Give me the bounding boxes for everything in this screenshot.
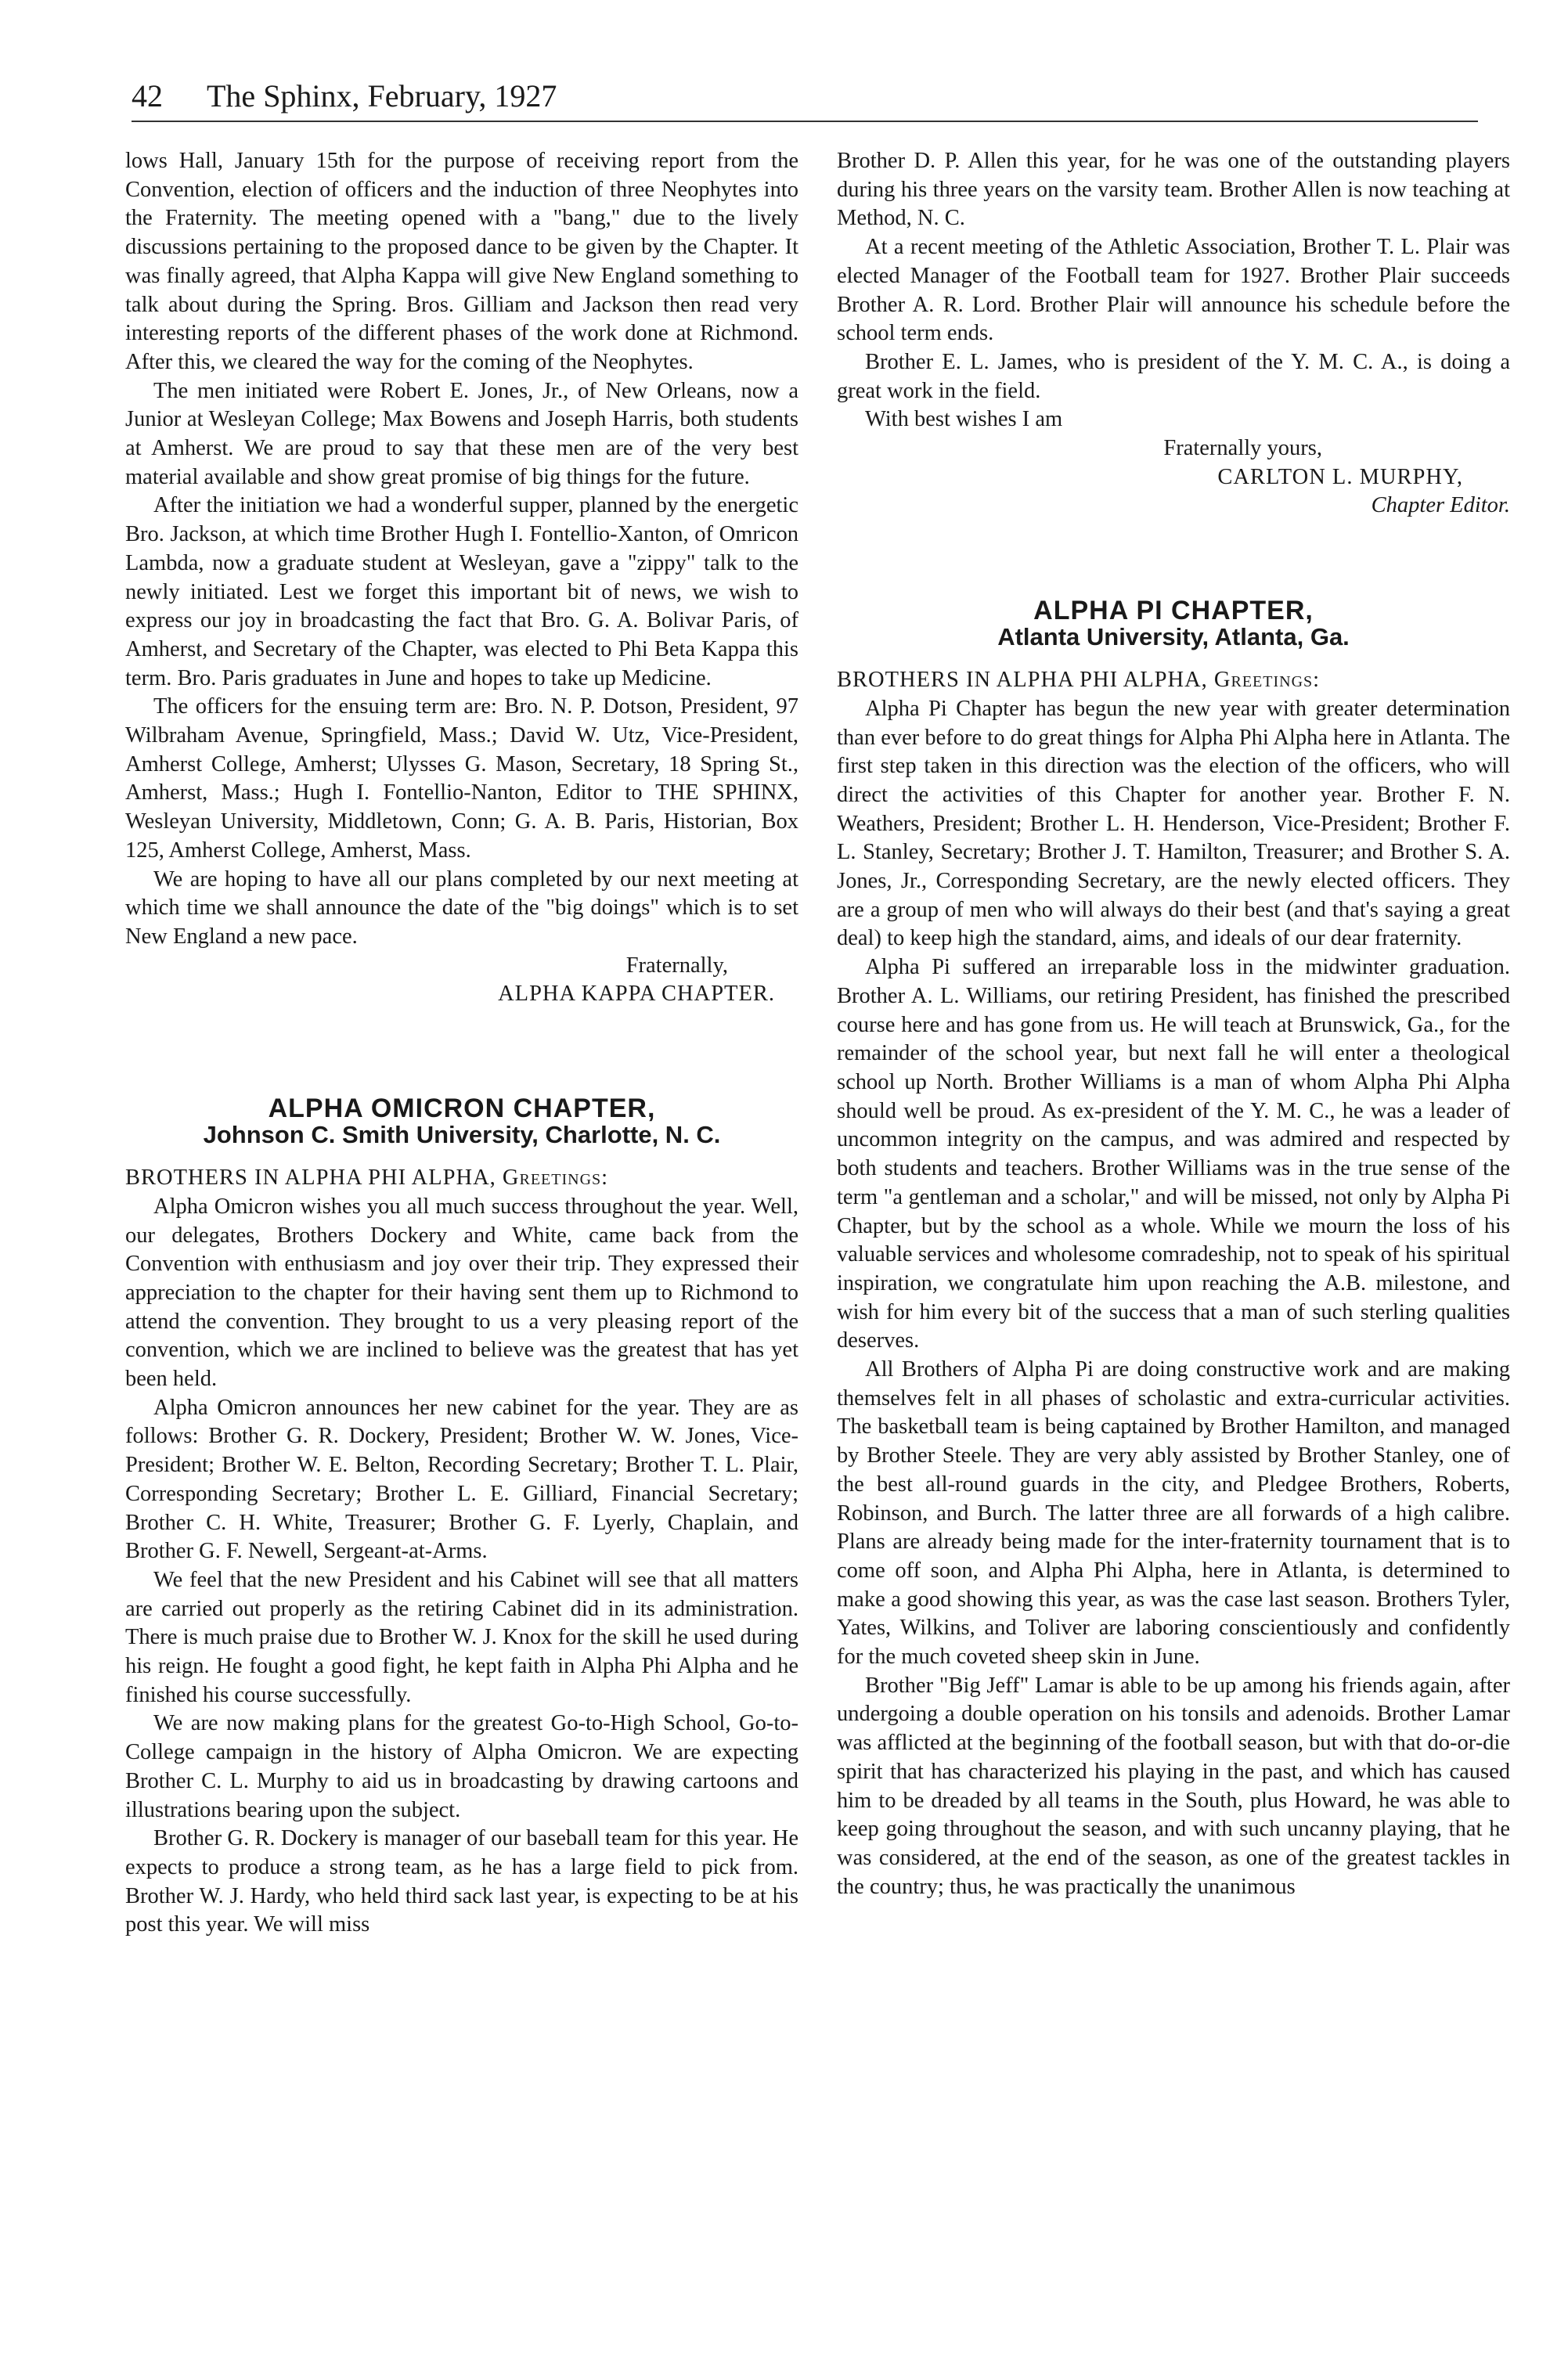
signature: ALPHA KAPPA CHAPTER. (498, 982, 775, 1007)
paragraph: Alpha Omicron announces her new cabinet for the year. They are as follows: Brother G. R. Dockery, President; Brother W. W. Jones, Vice-President; Brother W. E. Belton, Recording Secretary; Brother T. L. Plair, Corresponding Secretary; Brother L. E. Gilliard, Financial Secretary; Brother C. H. White, Treasurer; Brother G. F. Lyerly, Chaplain, and Brother G. F. Newell, Sergeant-at-Arms. (125, 1395, 798, 1564)
chapter-subheading: Johnson C. Smith University, Charlotte, N. C. (203, 1121, 721, 1149)
salutation: BROTHERS IN ALPHA PHI ALPHA, Greetings: (837, 668, 1321, 693)
paragraph: We are now making plans for the greatest Go-to-High School, Go-to-College campaign in the history of Alpha Omicron. We are expecting Brother C. L. Murphy to aid us in broadcasting by drawing cartoons and illustrations bearing upon the subject. (125, 1711, 798, 1822)
paragraph: Brother E. L. James, who is president of the Y. M. C. A., is doing a great work in the field. (837, 349, 1510, 403)
chapter-heading: ALPHA PI CHAPTER, (1033, 596, 1314, 626)
paragraph: Brother D. P. Allen this year, for he was one of the outstanding players during his three years on the varsity team. Brother Allen is now teaching at Method, N. C. (837, 149, 1510, 231)
paragraph: At a recent meeting of the Athletic Association, Brother T. L. Plair was elected Manager of the Football team for 1927. Brother Plair succeeds Brother A. R. Lord. Brother Plair will announce his schedule before the school term ends. (837, 235, 1510, 346)
paragraph: The officers for the ensuing term are: Bro. N. P. Dotson, President, 97 Wilbraham Avenue, Springfield, Mass.; David W. Utz, Vice-President, Amherst College, Amherst; Ulysses G. Mason, Secretary, 18 Spring St., Amherst, Mass.; Hugh I. Fontellio-Nanton, Editor to THE SPHINX, Wesleyan University, Middletown, Conn; G. A. B. Paris, Historian, Box 125, Amherst College, Amherst, Mass. (125, 694, 798, 863)
chapter-subheading: Atlanta University, Atlanta, Ga. (997, 623, 1350, 651)
paragraph: We are hoping to have all our plans completed by our next meeting at which time we shall announce the date of the "big doings" which is to set New England a new pace. (125, 867, 798, 949)
signature: CARLTON L. MURPHY, (1217, 464, 1463, 489)
left-column (125, 147, 798, 1940)
paragraph: Alpha Omicron wishes you all much success throughout the year. Well, our delegates, Brothers Dockery and White, came back from the Convention with enthusiasm and joy over their trip. They expressed their appreciation to the chapter for their having sent them up to Richmond to attend the convention. They brought to us a very pleasing report of the convention, which we are inclined to believe was the greatest that has yet been held. (125, 1194, 798, 1392)
right-column (837, 147, 1510, 1901)
spacer (125, 1009, 798, 1095)
spacer (837, 521, 1510, 597)
signature-title: Chapter Editor. (1371, 493, 1510, 518)
paragraph: Brother "Big Jeff" Lamar is able to be up among his friends again, after undergoing a double operation on his tonsils and adenoids. Brother Lamar was afflicted at the beginning of the football season, but with that do-or-die spirit that has characterized his playing in the past, and which has caused him to be dreaded by all teams in the South, plus Howard, he was able to keep going throughout the season, and with such uncanny playing, that he was considered, at the end of the season, as one of the greatest tackles in the country; thus, he was practically the unanimous (837, 1673, 1510, 1899)
closing: Fraternally, (625, 953, 728, 978)
paragraph: Brother G. R. Dockery is manager of our baseball team for this year. He expects to produce a strong team, as he has a large field to pick from. Brother W. J. Hardy, who held third sack last year, is expecting to be at his post this year. We will miss (125, 1826, 798, 1937)
paragraph: Alpha Pi suffered an irreparable loss in the midwinter graduation. Brother A. L. Williams, our retiring President, has finished the prescribed course here and has gone from us. He will teach at Brunswick, Ga., for the remainder of the school year, but next fall he will enter a theological school up North. Brother Williams is a man of whom Alpha Phi Alpha should well be proud. As ex-president of the Y. M. C., he was a leader of uncommon integrity on the campus, and was admired and respected by both students and teachers. Brother Williams was in the true sense of the term "a gentleman and a scholar," and will be missed, not only by Alpha Pi Chapter, but by the school as a whole. While we mourn the loss of his valuable services and wholesome comradeship, not to speak of his spiritual inspiration, we congratulate him upon reaching the A.B. milestone, and wish for him every bit of the success that a man of such sterling qualities deserves. (837, 955, 1510, 1353)
journal-title: The Sphinx, February, 1927 (207, 78, 557, 113)
paragraph: Alpha Pi Chapter has begun the new year with greater determination than ever before to do great things for Alpha Phi Alpha here in Atlanta. The first step taken in this direction was the election of the officers, who will direct the activities of this Chapter for another year. Brother F. N. Weathers, President; Brother L. H. Henderson, Vice-President; Brother F. L. Stanley, Secretary; Brother J. T. Hamilton, Treasurer; and Brother S. A. Jones, Jr., Corresponding Secretary, are the newly elected officers. They are a group of men who will always do their best (and that's saying a great deal) to keep high the standard, aims, and ideals of our dear fraternity. (837, 696, 1510, 951)
paragraph: With best wishes I am (865, 407, 1063, 432)
paragraph: lows Hall, January 15th for the purpose of receiving report from the Convention, election of officers and the induction of three Neophytes into the Fraternity. The meeting opened with a "bang," due to the lively discussions pertaining to the proposed dance to be given by the Chapter. It was finally agreed, that Alpha Kappa will give New England something to talk about during the Spring. Bros. Gilliam and Jackson then read very interesting reports of the different phases of the work done at Richmond. After this, we cleared the way for the coming of the Neophytes. (125, 149, 798, 374)
paragraph: All Brothers of Alpha Pi are doing constructive work and are making themselves felt in all phases of scholastic and extra-curricular activities. The basketball team is being captained by Brother Hamilton, and managed by Brother Steele. They are very ably assisted by Brother Stanley, one of the best all-round guards in the city, and Pledgee Brothers, Roberts, Robinson, and Burch. The latter three are all forwards of a high calibre. Plans are already being made for the inter-fraternity tournament that is to come off soon, and Alpha Phi Alpha, here in Atlanta, is determined to make a good showing this year, as was the case last season. Brothers Tyler, Yates, Wilkins, and Toliver are laboring conscientiously and confidently for the much coveted sheep skin in June. (837, 1357, 1510, 1670)
salutation: BROTHERS IN ALPHA PHI ALPHA, Greetings: (125, 1166, 609, 1191)
chapter-heading: ALPHA OMICRON CHAPTER, (268, 1094, 656, 1124)
page-number: 42 (132, 78, 163, 113)
paragraph: After the initiation we had a wonderful supper, planned by the energetic Bro. Jackson, at which time Brother Hugh I. Fontellio-Xanton, of Omricon Lambda, now a graduate student at Wesleyan, gave a "zippy" talk to the newly initiated. Lest we forget this important bit of news, we wish to express our joy in broadcasting the fact that Bro. G. A. Bolivar Paris, of Amherst, and Secretary of the Chapter, was elected to Phi Beta Kappa this term. Bro. Paris graduates in June and hopes to take up Medicine. (125, 493, 798, 690)
paragraph: We feel that the new President and his Cabinet will see that all matters are carried out properly as the retiring Cabinet did in its administration. There is much praise due to Brother W. J. Knox for the skill he used during his reign. He fought a good fight, he kept faith in Alpha Phi Alpha and he finished his course successfully. (125, 1567, 798, 1707)
paragraph: The men initiated were Robert E. Jones, Jr., of New Orleans, now a Junior at Wesleyan College; Max Bowens and Joseph Harris, both students at Amherst. We are proud to say that these men are of the very best material available and show great promise of big things for the future. (125, 378, 798, 489)
running-head (132, 75, 1478, 122)
closing: Fraternally yours, (1163, 436, 1322, 461)
